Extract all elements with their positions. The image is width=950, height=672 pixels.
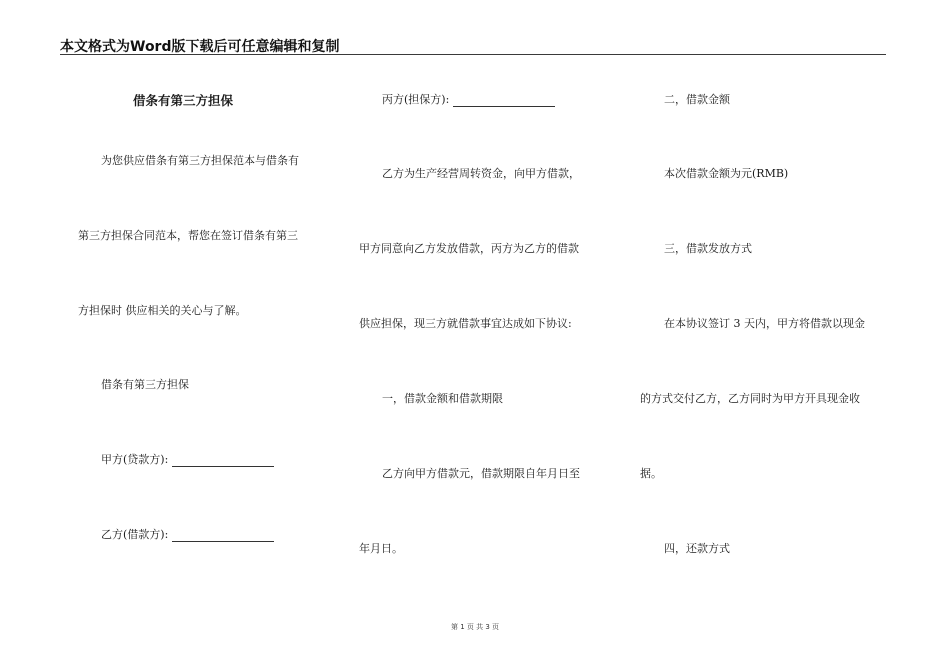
col3-line-5: 的方式交付乙方，乙方同时为甲方开具现金收 — [640, 392, 860, 405]
section-heading-1: 一，借款金额和借款期限 — [382, 392, 503, 405]
page-number: 第 1 页 共 3 页 — [450, 623, 500, 631]
section-heading-3: 三，借款发放方式 — [664, 242, 752, 255]
column-2 — [330, 0, 630, 672]
intro-line-2: 第三方担保合同范本，帮您在签订借条有第三 — [78, 229, 298, 242]
column-1 — [0, 0, 330, 672]
col3-line-2: 本次借款金额为元(RMB) — [664, 167, 789, 180]
lender-blank-line — [172, 454, 274, 467]
borrower-field — [101, 528, 274, 542]
col2-line-5: 乙方向甲方借款元，借款期限自年月日至 — [382, 467, 580, 480]
col3-line-6: 据。 — [640, 467, 662, 480]
lender-label: 甲方(贷款方): — [101, 453, 169, 466]
col3-line-4: 在本协议签订 3 天内，甲方将借款以现金 — [664, 317, 865, 330]
guarantor-blank-line — [453, 94, 555, 107]
lender-field — [101, 453, 274, 467]
col2-line-2: 甲方同意向乙方发放借款，丙方为乙方的借款 — [359, 242, 579, 255]
col2-line-1: 乙方为生产经营周转资金，向甲方借款， — [382, 167, 580, 180]
section-heading-4: 四，还款方式 — [664, 542, 730, 555]
borrower-label: 乙方(借款方): — [101, 528, 169, 541]
page-footer — [0, 622, 950, 632]
column-3 — [630, 0, 930, 672]
header-title: 本文格式为Word版下载后可任意编辑和复制 — [60, 39, 340, 55]
guarantor-field — [382, 93, 555, 107]
intro-line-1: 为您供应借条有第三方担保范本与借条有 — [101, 154, 299, 167]
document-title: 借条有第三方担保 — [133, 93, 234, 108]
col2-line-6: 年月日。 — [359, 542, 403, 555]
col2-line-3: 供应担保，现三方就借款事宜达成如下协议: — [359, 317, 572, 330]
section-heading-2: 二，借款金额 — [664, 93, 730, 106]
subtitle: 借条有第三方担保 — [101, 378, 189, 391]
intro-line-3: 方担保时 供应相关的关心与了解。 — [78, 304, 247, 317]
borrower-blank-line — [172, 529, 274, 542]
guarantor-label: 丙方(担保方): — [382, 93, 450, 106]
